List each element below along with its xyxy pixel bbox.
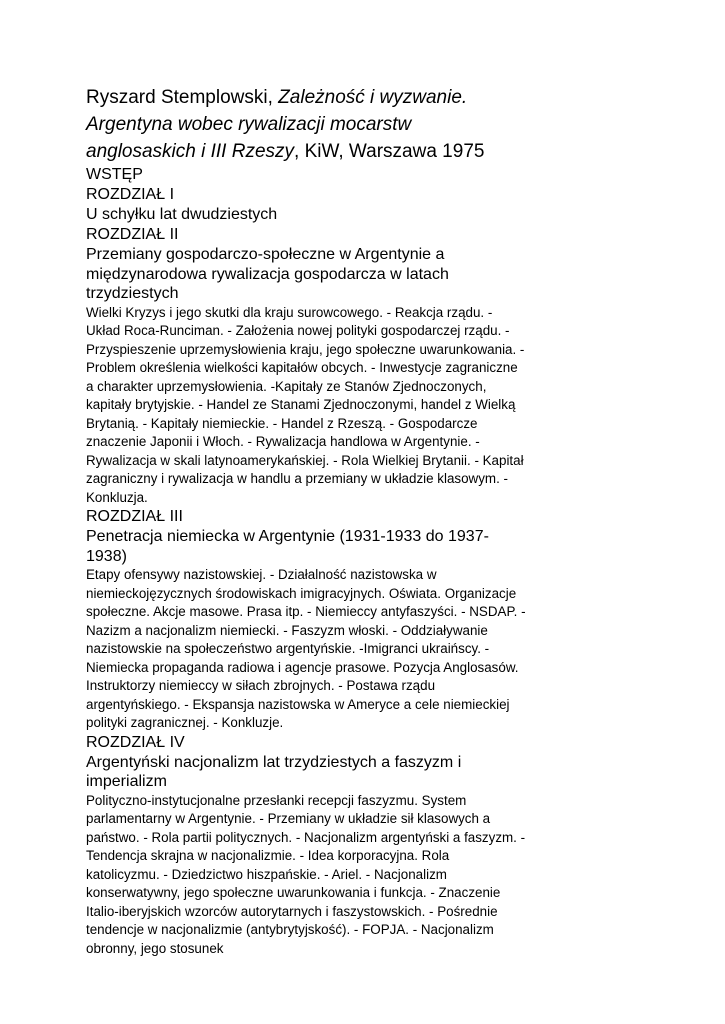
section-heading-3: ROZDZIAŁ III (86, 508, 183, 525)
document-body (86, 84, 526, 958)
chapter-contents-2: Wielki Kryzys i jego skutki dla kraju surowcowego. - Reakcja rządu. - Układ Roca-Runciman. - Założenia nowej polityki gospodarczej rządu. - Przyspieszenie uprzemysłowienia kraju, jego społeczne uwarunkowania. -Problem określenia wielkości kapitałów obcych. - Inwestycje zagraniczne a charakter uprzemysłowienia. -Kapitały ze Stanów Zjednoczonych, kapitały brytyjskie. - Handel ze Stanami Zjednoczonymi, handel z Wielką Brytanią. - Kapitały niemieckie. - Handel z Rzeszą. - Gospodarcze znaczenie Japonii i Włoch. - Rywalizacja handlowa w Argentynie. - Rywalizacja w skali latynoamerykańskiej. - Rola Wielkiej Brytanii. - Kapitał zagraniczny i rywalizacja w handlu a przemiany w układzie klasowym. - Konkluzja. (86, 304, 525, 505)
chapter-title-2: Przemiany gospodarczo-społeczne w Argentynie a międzynarodowa rywalizacja gospodarcza w latach trzydziestych (86, 246, 449, 302)
chapter-title-1: U schyłku lat dwudziestych (86, 206, 278, 223)
chapter-title-3: Penetracja niemiecka w Argentynie (1931-1933 do 1937-1938) (86, 528, 489, 565)
chapter-contents-3: Etapy ofensywy nazistowskiej. - Działalność nazistowska w niemieckojęzycznych środowiskach imigracyjnych. Oświata. Organizacje społeczne. Akcje masowe. Prasa itp. - Niemieccy antyfaszyści. - NSDAP. - Nazizm a nacjonalizm niemiecki. - Faszyzm włoski. - Oddziaływanie nazistowskie na społeczeństwo argentyńskie. -Imigranci ukraińscy. - Niemiecka propaganda radiowa i agencje prasowe. Pozycja Anglosasów. Instruktorzy niemieccy w siłach zbrojnych. - Postawa rządu argentyńskiego. - Ekspansja nazistowska w Ameryce a cele niemieckiej polityki zagranicznej. - Konkluzje. (86, 567, 526, 730)
section-heading-intro: WSTĘP (86, 166, 143, 183)
chapter-contents-4: Polityczno-instytucjonalne przesłanki recepcji faszyzmu. System parlamentarny w Argentynie. - Przemiany w układzie sił klasowych a państwo. - Rola partii politycznych. - Nacjonalizm argentyński a faszyzm. -Tendencja skrajna w nacjonalizmie. - Idea korporacyjna. Rola katolicyzmu. - Dziedzictwo hiszpańskie. - Ariel. - Nacjonalizm konserwatywny, jego społeczne uwarunkowania i funkcja. - Znaczenie Italio-iberyjskich wzorców autorytarnych i faszystowskich. - Pośrednie tendencje w nacjonalizmie (antybrytyjskość). - FOPJA. - Nacjonalizm obronny, jego stosunek (86, 792, 526, 956)
title-work: Zależność i wyzwanie. Argentyna wobec rywalizacji mocarstw anglosaskich i III Rzeszy (86, 87, 468, 162)
section-heading-2: ROZDZIAŁ II (86, 226, 179, 243)
document-title (86, 84, 526, 165)
title-author: Ryszard Stemplowski, (86, 87, 279, 108)
title-publisher: , KiW, Warszawa 1975 (294, 141, 485, 162)
section-heading-1: ROZDZIAŁ I (86, 186, 175, 203)
chapter-title-4: Argentyński nacjonalizm lat trzydziestych a faszyzm i imperializm (86, 753, 462, 790)
section-heading-4: ROZDZIAŁ IV (86, 733, 185, 751)
